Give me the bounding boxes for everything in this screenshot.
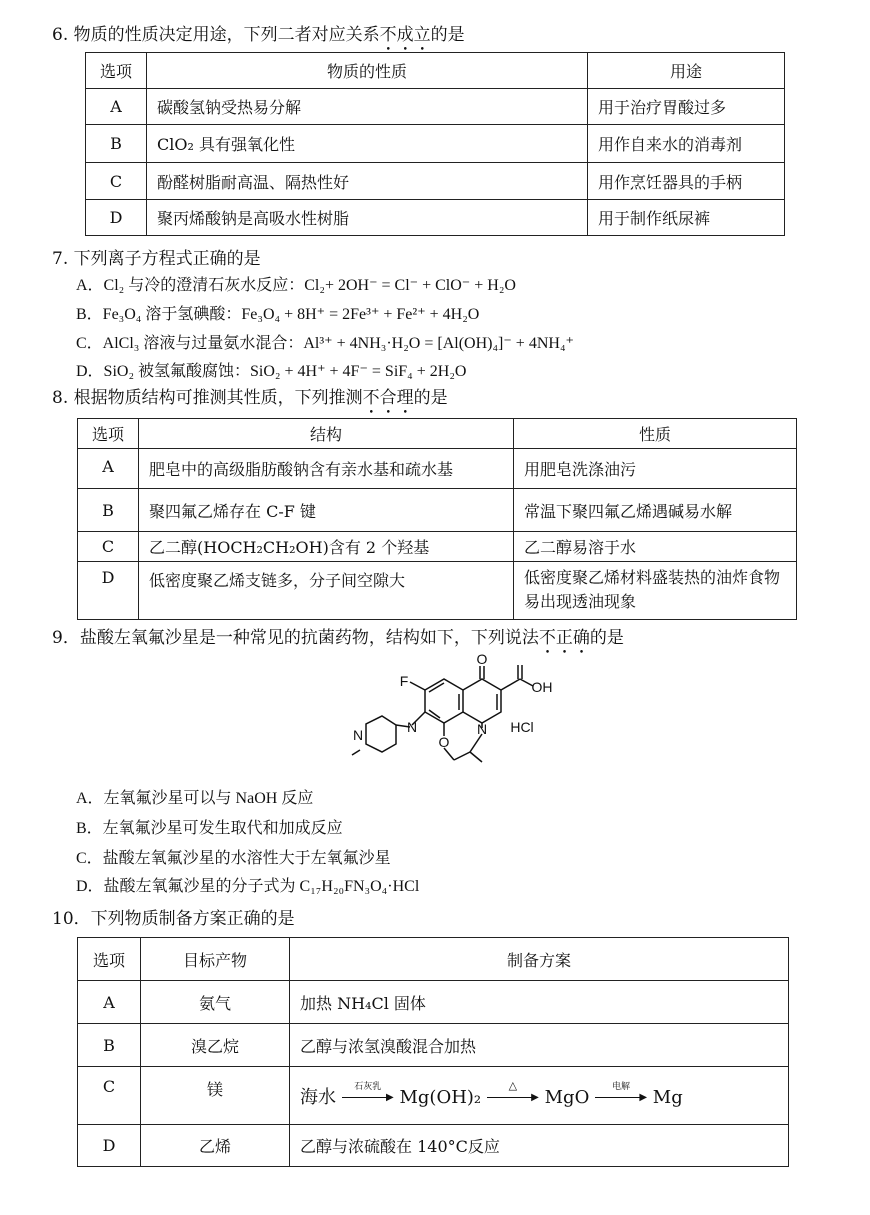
arrow-condition: 电解 — [612, 1081, 631, 1092]
row-property: 乙二醇易溶于水 — [514, 532, 797, 562]
reaction-arrow — [487, 1078, 539, 1107]
q8-table — [77, 418, 797, 620]
table-row — [78, 489, 797, 532]
header-option: 选项 — [78, 419, 139, 449]
atom-label-f: F — [399, 673, 409, 689]
header-property: 性质 — [514, 419, 797, 449]
header-option: 选项 — [86, 53, 147, 89]
q9-stem-tail: 的是 — [589, 628, 624, 648]
scheme-intermediate: Mg(OH)₂ — [399, 1086, 482, 1108]
arrow-head-icon: ▶ — [531, 1091, 539, 1103]
row-property: 低密度聚乙烯材料盛装热的油炸食物易出现透油现象 — [514, 562, 797, 620]
question-6-stem — [52, 20, 465, 55]
q6-stem-text: 6. 物质的性质决定用途，下列二者对应关系 — [52, 25, 380, 45]
reaction-arrow — [342, 1081, 394, 1107]
arrow-head-icon: ▶ — [639, 1091, 648, 1103]
atom-label-n: N — [406, 719, 418, 735]
arrow-line — [595, 1097, 641, 1098]
fluoro-bond — [410, 682, 425, 690]
row-target: 镁 — [141, 1067, 290, 1125]
row-property: 酚醛树脂耐高温、隔热性好 — [147, 163, 588, 200]
row-property: 常温下聚四氟乙烯遇碱易水解 — [514, 489, 797, 532]
row-property: 碳酸氢钠受热易分解 — [147, 89, 588, 125]
arrow-condition: △ — [508, 1078, 518, 1092]
header-option: 选项 — [78, 938, 141, 981]
carboxyl-bond — [501, 679, 520, 690]
q9-stem-emphasis: 不正确 — [538, 628, 590, 648]
atom-label-n: N — [352, 727, 364, 743]
row-plan — [290, 1067, 789, 1125]
q6-table — [85, 52, 785, 236]
scheme-c — [300, 1078, 683, 1108]
header-plan: 制备方案 — [290, 938, 789, 981]
row-option: C — [86, 163, 147, 200]
table-row — [86, 125, 785, 163]
row-plan: 加热 NH₄Cl 固体 — [290, 981, 789, 1024]
table-row — [78, 981, 789, 1024]
header-property: 物质的性质 — [147, 53, 588, 89]
question-10-stem: 10．下列物质制备方案正确的是 — [52, 909, 295, 929]
scheme-start: 海水 — [300, 1086, 336, 1108]
arrow-condition: 石灰乳 — [354, 1081, 382, 1092]
q9-option-c: C．盐酸左氧氟沙星的水溶性大于左氧氟沙星 — [76, 850, 391, 867]
row-property: 用肥皂洗涤油污 — [514, 449, 797, 489]
q9-option-d: D．盐酸左氧氟沙星的分子式为 C₁₇H₂₀FN₃O₄·HCl — [76, 878, 420, 895]
row-option: B — [78, 1024, 141, 1067]
methyl-bond — [470, 752, 482, 762]
table-header-row — [86, 53, 785, 89]
q7-option-b: B．Fe₃O₄ 溶于氢碘酸：Fe₃O₄ + 8H⁺ = 2Fe³⁺ + Fe²⁺ + 4H₂O — [76, 306, 480, 323]
row-option: C — [78, 1067, 141, 1125]
row-target: 溴乙烷 — [141, 1024, 290, 1067]
row-use: 用于治疗胃酸过多 — [588, 89, 785, 125]
arrow-head-icon: ▶ — [386, 1091, 394, 1103]
row-use: 用于制作纸尿裤 — [588, 200, 785, 236]
row-target: 氨气 — [141, 981, 290, 1024]
q9-stem-text: 9．盐酸左氧氟沙星是一种常见的抗菌药物，结构如下，下列说法 — [52, 628, 539, 648]
row-option: C — [78, 532, 139, 562]
q10-table — [77, 937, 789, 1167]
table-header-row — [78, 938, 789, 981]
header-use: 用途 — [588, 53, 785, 89]
row-property: 聚丙烯酸钠是高吸水性树脂 — [147, 200, 588, 236]
question-7-stem: 7. 下列离子方程式正确的是 — [52, 249, 261, 269]
row-option: B — [78, 489, 139, 532]
row-option: A — [78, 981, 141, 1024]
row-structure: 低密度聚乙烯支链多，分子间空隙大 — [139, 562, 514, 620]
levofloxacin-structure — [330, 652, 570, 782]
table-row — [78, 532, 797, 562]
arrow-line — [487, 1097, 533, 1098]
ring-double-bond — [429, 683, 444, 692]
row-property: ClO₂ 具有强氧化性 — [147, 125, 588, 163]
atom-label-o: O — [438, 734, 450, 750]
row-structure: 肥皂中的高级脂肪酸钠含有亲水基和疏水基 — [139, 449, 514, 489]
table-row — [78, 449, 797, 489]
scheme-product: Mg — [652, 1086, 683, 1108]
table-row — [78, 1067, 789, 1125]
q7-option-a: A．Cl₂ 与冷的澄清石灰水反应：Cl₂+ 2OH⁻ = Cl⁻ + ClO⁻ + H₂O — [76, 277, 516, 294]
q8-stem-emphasis: 不合理 — [362, 388, 414, 408]
methyl-bond — [352, 750, 360, 755]
table-row — [86, 163, 785, 200]
row-structure: 聚四氟乙烯存在 C-F 键 — [139, 489, 514, 532]
row-option: A — [78, 449, 139, 489]
table-row — [78, 562, 797, 620]
table-header-row — [78, 419, 797, 449]
q7-option-d: D．SiO₂ 被氢氟酸腐蚀：SiO₂ + 4H⁺ + 4F⁻ = SiF₄ + 2H₂O — [76, 363, 467, 380]
table-row — [86, 89, 785, 125]
table-row — [86, 200, 785, 236]
pyridone-ring — [463, 679, 501, 723]
row-plan: 乙醇与浓氢溴酸混合加热 — [290, 1024, 789, 1067]
q6-stem-tail: 的是 — [430, 25, 465, 45]
table-row — [78, 1024, 789, 1067]
q9-option-b: B．左氧氟沙星可发生取代和加成反应 — [76, 820, 343, 837]
row-option: D — [86, 200, 147, 236]
oxazine-bond — [454, 752, 470, 760]
question-8-stem — [52, 383, 448, 418]
row-option: A — [86, 89, 147, 125]
q8-stem-tail: 的是 — [413, 388, 448, 408]
q7-option-c: C．AlCl₃ 溶液与过量氨水混合：Al³⁺ + 4NH₃·H₂O = [Al(OH)₄]⁻ + 4NH₄⁺ — [76, 335, 574, 352]
row-option: D — [78, 1125, 141, 1167]
hcl-label: HCl — [510, 719, 534, 735]
row-use: 用作自来水的消毒剂 — [588, 125, 785, 163]
q6-stem-emphasis: 不成立 — [379, 25, 431, 45]
header-structure: 结构 — [139, 419, 514, 449]
row-target: 乙烯 — [141, 1125, 290, 1167]
row-use: 用作烹饪器具的手柄 — [588, 163, 785, 200]
scheme-intermediate: MgO — [544, 1086, 590, 1108]
atom-label-oh: OH — [531, 679, 553, 695]
row-option: B — [86, 125, 147, 163]
q8-stem-text: 8. 根据物质结构可推测其性质，下列推测 — [52, 388, 363, 408]
arrow-line — [342, 1097, 388, 1098]
atom-label-o: O — [476, 652, 488, 667]
piperazine-ring — [366, 716, 396, 752]
q9-option-a: A．左氧氟沙星可以与 NaOH 反应 — [76, 790, 314, 807]
atom-label-n: N — [476, 721, 488, 737]
row-structure: 乙二醇(HOCH₂CH₂OH)含有 2 个羟基 — [139, 532, 514, 562]
row-option: D — [78, 562, 139, 620]
table-row — [78, 1125, 789, 1167]
benzene-ring — [425, 679, 463, 723]
row-plan: 乙醇与浓硫酸在 140°C反应 — [290, 1125, 789, 1167]
reaction-arrow — [595, 1081, 648, 1107]
header-target: 目标产物 — [141, 938, 290, 981]
